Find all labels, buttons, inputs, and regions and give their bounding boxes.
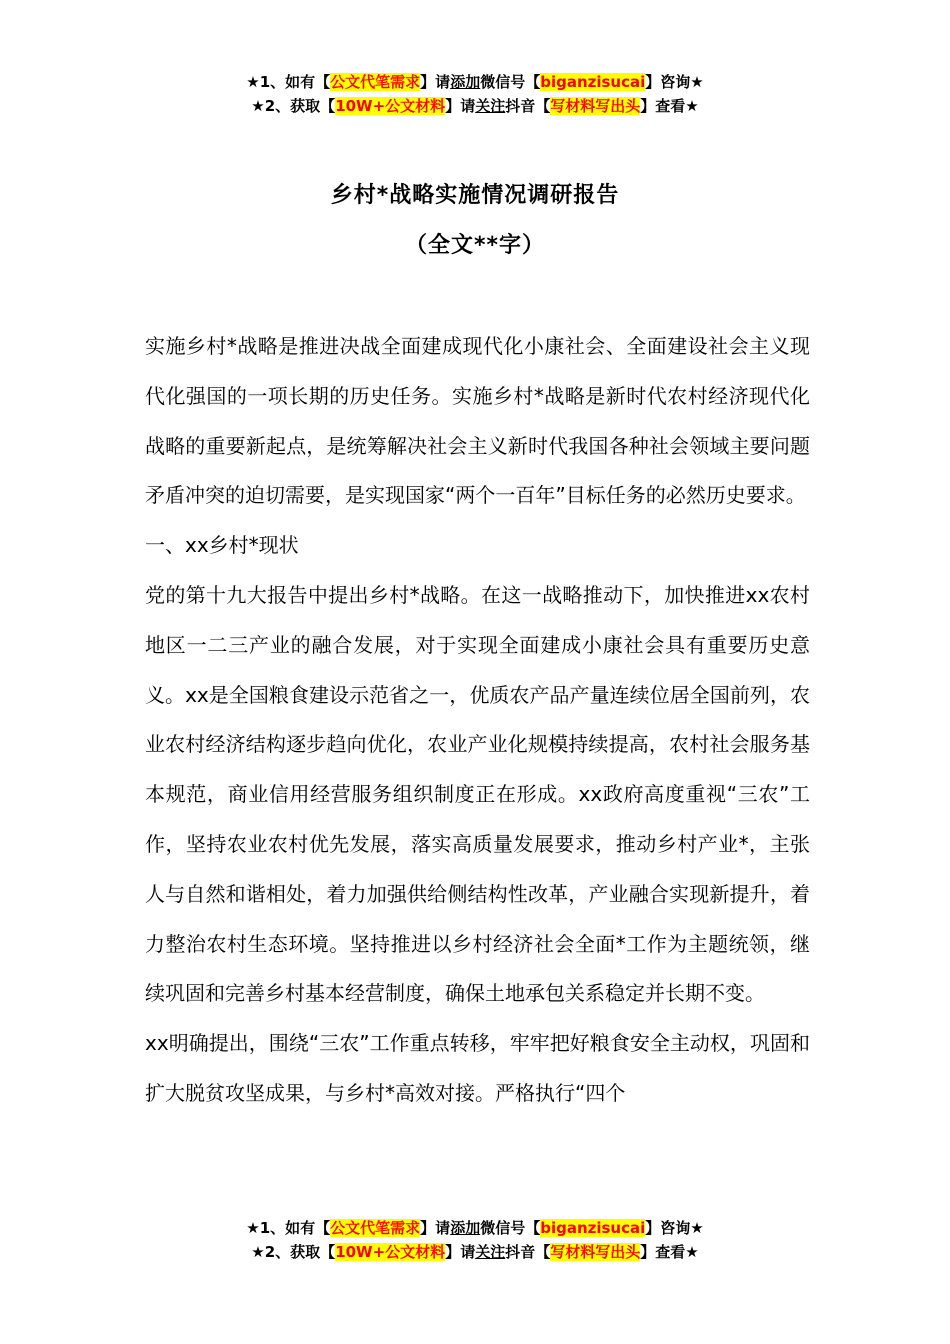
banner-line-2 (0, 1240, 950, 1264)
document-body (145, 322, 810, 1119)
banner-text: ★1、如有【 (246, 73, 331, 91)
banner-line-1 (0, 1216, 950, 1240)
highlight-service: 公文代笔需求 (330, 73, 421, 91)
banner-text: 】请 (420, 73, 451, 91)
highlight-douyin-id: 写材料写出头 (550, 97, 641, 115)
banner-emphasis: 添加 (450, 1219, 481, 1237)
banner-text: 】咨询★ (645, 73, 704, 91)
banner-text: 微信号【 (480, 73, 541, 91)
highlight-materials: 10W+公文材料 (335, 1243, 446, 1261)
banner-emphasis: 关注 (475, 97, 506, 115)
banner-text: ★2、获取【 (251, 97, 336, 115)
footer-banner (0, 1216, 950, 1264)
banner-text: 抖音【 (505, 1243, 551, 1261)
header-banner (0, 70, 950, 118)
banner-text: 】查看★ (640, 97, 699, 115)
paragraph-status: 党的第十九大报告中提出乡村*战略。在这一战略推动下，加快推进xx农村地区一二三产业的融合发展，对于实现全面建成小康社会具有重要历史意义。xx是全国粮食建设示范省之一，优质农产品产量连续位居全国前列，农业农村经济结构逐步趋向优化，农业产业化规模持续提高，农村社会服务基本规范，商业信用经营服务组织制度正在形成。xx政府高度重视“三农”工作，坚持农业农村优先发展，落实高质量发展要求，推动乡村产业*，主张人与自然和谐相处，着力加强供给侧结构性改革，产业融合实现新提升，着力整治农村生态环境。坚持推进以乡村经济社会全面*工作为主题统领，继续巩固和完善乡村基本经营制度，确保土地承包关系稳定并长期不变。 (145, 582, 810, 1006)
highlight-wechat-id: biganzisucai (540, 73, 646, 91)
banner-text: 微信号【 (480, 1219, 541, 1237)
banner-text: 】咨询★ (645, 1219, 704, 1237)
banner-text: 】请 (445, 97, 476, 115)
banner-text: ★1、如有【 (246, 1219, 331, 1237)
paragraph-continued: xx明确提出，围绕“三农”工作重点转移，牢牢把好粮食安全主动权，巩固和扩大脱贫攻坚成果，与乡村*高效对接。严格执行“四个 (145, 1031, 810, 1105)
banner-text: 】请 (420, 1219, 451, 1237)
banner-text: ★2、获取【 (251, 1243, 336, 1261)
banner-emphasis: 关注 (475, 1243, 506, 1261)
banner-text: 】查看★ (640, 1243, 699, 1261)
paragraph-intro: 实施乡村*战略是推进决战全面建成现代化小康社会、全面建设社会主义现代化强国的一项长期的历史任务。实施乡村*战略是新时代农村经济现代化战略的重要新起点，是统筹解决社会主义新时代我国各种社会领域主要问题矛盾冲突的迫切需要，是实现国家“两个一百年”目标任务的必然历史要求。 (145, 334, 810, 508)
banner-emphasis: 添加 (450, 73, 481, 91)
highlight-douyin-id: 写材料写出头 (550, 1243, 641, 1261)
highlight-service: 公文代笔需求 (330, 1219, 421, 1237)
document-subtitle: （全文**字） (404, 233, 545, 258)
highlight-wechat-id: biganzisucai (540, 1219, 646, 1237)
banner-line-2 (0, 94, 950, 118)
section-heading: 一、xx乡村*现状 (145, 533, 299, 558)
banner-line-1 (0, 70, 950, 94)
banner-text: 】请 (445, 1243, 476, 1261)
document-title: 乡村*战略实施情况调研报告 (330, 183, 620, 208)
banner-text: 抖音【 (505, 97, 551, 115)
highlight-materials: 10W+公文材料 (335, 97, 446, 115)
